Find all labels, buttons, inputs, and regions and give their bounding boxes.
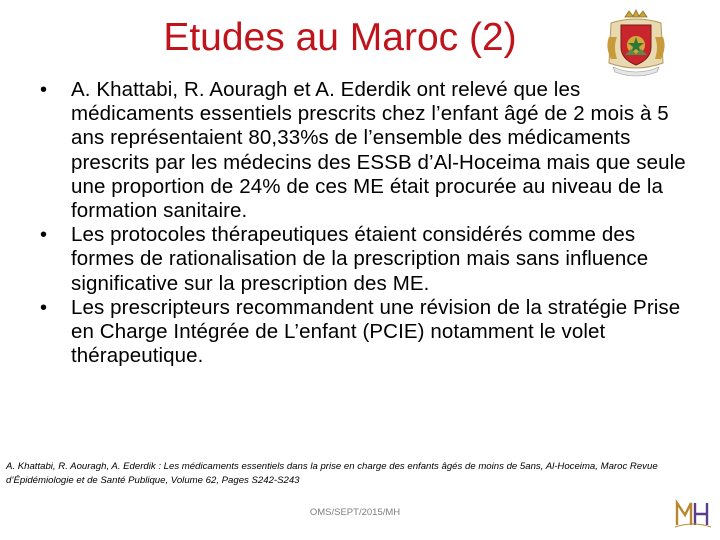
slide-title: Etudes au Maroc (2) xyxy=(163,16,517,59)
bullet-marker: • xyxy=(40,296,48,319)
bullet-list xyxy=(40,78,690,368)
list-item xyxy=(40,296,690,369)
bullet-text: Les protocoles thérapeutiques étaient considérés comme des formes de rationalisation de la prescription mais sans influence significative sur la prescription des ME. xyxy=(71,223,649,295)
bullet-text: Les prescripteurs recommandent une révision de la stratégie Prise en Charge Intégrée de L’enfant (PCIE) notamment le volet thérapeutique. xyxy=(71,295,681,368)
list-item xyxy=(40,223,690,296)
bullet-text: A. Khattabi, R. Aouragh et A. Ederdik ont relevé que les médicaments essentiels prescrits chez l’enfant âgé de 2 mois à 5 ans représentaient 80,33%s de l’ensemble des médicaments prescrits par les médecins des ESSB d’Al-Hoceima mais que seule une proportion de 24% de ces ME était procurée au niveau de la formation sanitaire. xyxy=(71,78,686,223)
coat-of-arms-icon xyxy=(603,7,669,79)
bullet-marker: • xyxy=(40,224,48,247)
list-item xyxy=(40,78,690,223)
bullet-marker: • xyxy=(40,79,48,101)
mh-logo-icon xyxy=(673,497,713,529)
footer-text: OMS/SEPT/2015/MH xyxy=(309,507,401,518)
reference-citation: A. Khattabi, R. Aouragh, A. Ederdik : Les médicaments essentiels dans la prise en charge des enfants âgés de moins de 5ans, Al-Hoceima, Maroc Revue d’Épidémiologie et de Santé Publique, Volume 62, Pages S242-S243 xyxy=(6,461,658,486)
